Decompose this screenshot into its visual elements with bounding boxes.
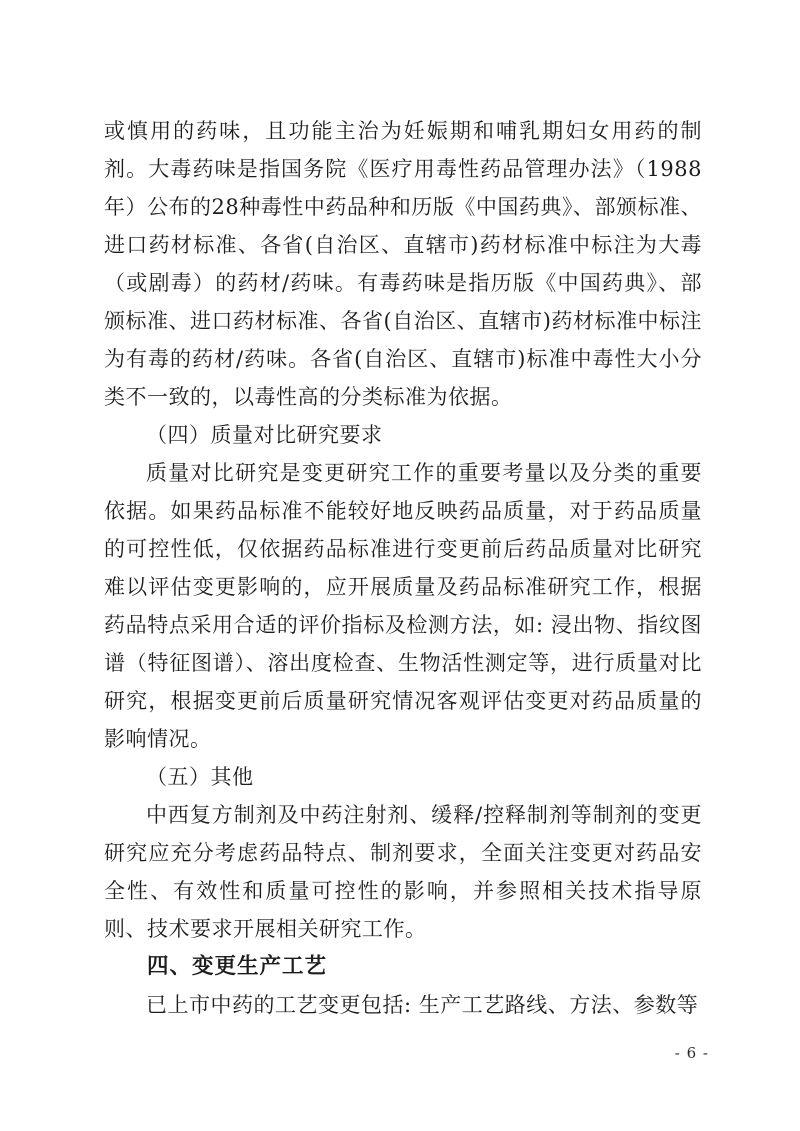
heading-quality-comparison-requirements: （四）质量对比研究要求 <box>146 423 383 447</box>
paragraph-toxic-herb-definitions: 或慎用的药味，且功能主治为妊娠期和哺乳期妇女用药的制剂。大毒药味是指国务院《医疗用毒性药品管理办法》（1988年）公布的28种毒性中药品种和历版《中国药典》、部颁标准、进口药材标准、各省(自治区、直辖市)药材标准中标注为大毒（或剧毒）的药材/药味。有毒药味是指历版《中国药典》、部颁标准、进口药材标准、各省(自治区、直辖市)药材标准中标注为有毒的药材/药味。各省(自治区、直辖市)标准中毒性大小分类不一致的，以毒性高的分类标准为依据。 <box>104 119 702 409</box>
heading-change-production-process: 四、变更生产工艺 <box>147 954 328 979</box>
paragraph-process-change-scope: 已上市中药的工艺变更包括: 生产工艺路线、方法、参数等 <box>146 993 699 1017</box>
heading-others: （五）其他 <box>146 765 254 789</box>
page-content <box>104 112 702 1024</box>
paragraph-quality-comparison-study: 质量对比研究是变更研究工作的重要考量以及分类的重要依据。如果药品标准不能较好地反映药品质量，对于药品质量的可控性低，仅依据药品标准进行变更前后药品质量对比研究难以评估变更影响的，应开展质量及药品标准研究工作，根据药品特点采用合适的评价指标及检测方法，如: 浸出物、指纹图谱（特征图谱）、溶出度检查、生物活性测定等，进行质量对比研究，根据变更前后质量研究情况客观评估变更对药品质量的影响情况。 <box>104 461 702 751</box>
page-number: - 6 - <box>674 1044 709 1062</box>
paragraph-other-preparations: 中西复方制剂及中药注射剂、缓释/控释制剂等制剂的变更研究应充分考虑药品特点、制剂要求，全面关注变更对药品安全性、有效性和质量可控性的影响，并参照相关技术指导原则、技术要求开展相关研究工作。 <box>104 803 702 941</box>
